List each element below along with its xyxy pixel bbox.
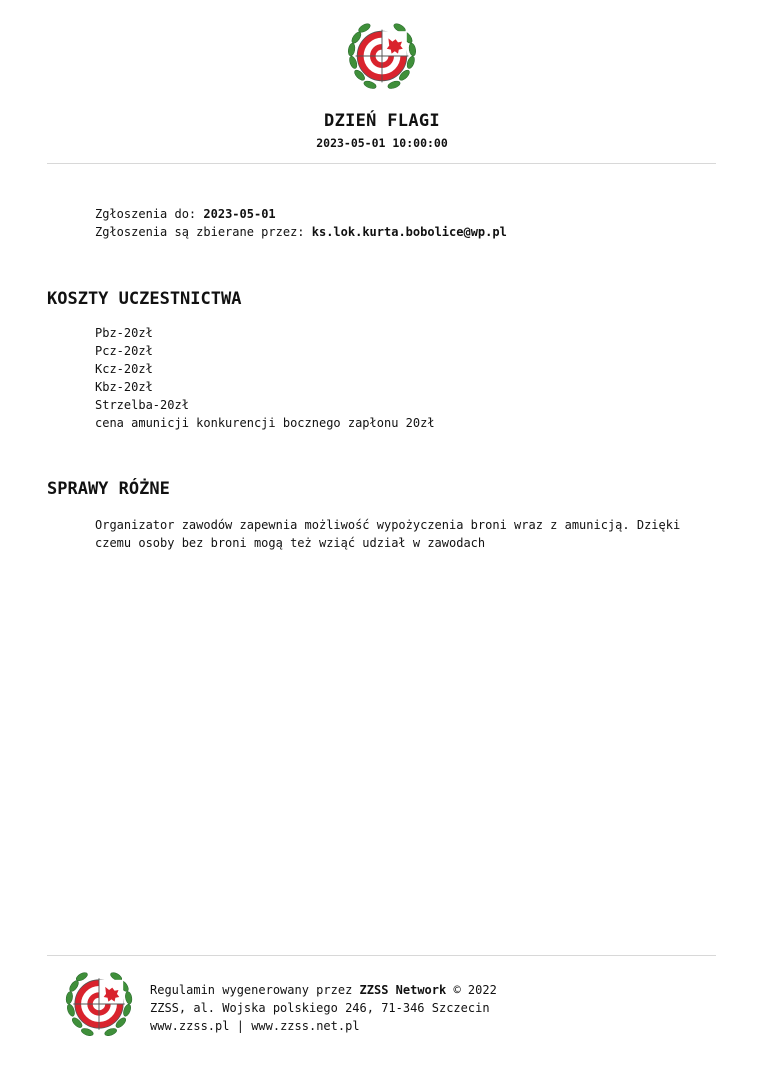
- cost-item: Pcz-20zł: [95, 344, 153, 358]
- zzss-footer-logo: [60, 965, 138, 1043]
- collector-email[interactable]: ks.lok.kurta.bobolice@wp.pl: [311, 225, 507, 239]
- footer-address: ZZSS, al. Wojska polskiego 246, 71-346 Szczecin: [150, 1001, 490, 1015]
- footer-links: [150, 1019, 360, 1033]
- zzss-logo: [342, 16, 422, 96]
- misc-paragraph: Organizator zawodów zapewnia możliwość wypożyczenia broni wraz z amunicją. Dzięki czemu osoby bez broni mogą też wziąć udział w zawodach: [95, 518, 681, 550]
- cost-item: Kcz-20zł: [95, 362, 153, 376]
- cost-item: Pbz-20zł: [95, 326, 153, 340]
- footer-generator-name: ZZSS Network: [359, 983, 447, 997]
- target-shield-icon: [73, 978, 124, 1029]
- footer-generated: [150, 983, 497, 997]
- deadline-label: Zgłoszenia do:: [95, 207, 197, 221]
- footer-link-zzss[interactable]: www.zzss.pl: [150, 1019, 230, 1033]
- event-datetime: 2023-05-01 10:00:00: [316, 136, 448, 150]
- footer-link-zzss-net[interactable]: www.zzss.net.pl: [251, 1019, 360, 1033]
- registration-deadline: [95, 207, 276, 221]
- cost-item: Kbz-20zł: [95, 380, 153, 394]
- footer-copyright: © 2022: [453, 983, 497, 997]
- costs-heading: KOSZTY UCZESTNICTWA: [47, 289, 242, 309]
- cost-item: Strzelba-20zł: [95, 398, 189, 412]
- footer-generated-prefix: Regulamin wygenerowany przez: [150, 983, 353, 997]
- deadline-value: 2023-05-01: [203, 207, 276, 221]
- event-title: DZIEŃ FLAGI: [324, 111, 440, 131]
- registration-collector: [95, 225, 507, 239]
- collector-label: Zgłoszenia są zbierane przez:: [95, 225, 305, 239]
- header-divider: [47, 163, 716, 164]
- cost-item: cena amunicji konkurencji bocznego zapłonu 20zł: [95, 416, 435, 430]
- footer-divider: [47, 955, 716, 956]
- misc-heading: SPRAWY RÓŻNE: [47, 479, 170, 499]
- footer-link-separator: |: [236, 1019, 244, 1033]
- target-shield-icon: [356, 30, 409, 83]
